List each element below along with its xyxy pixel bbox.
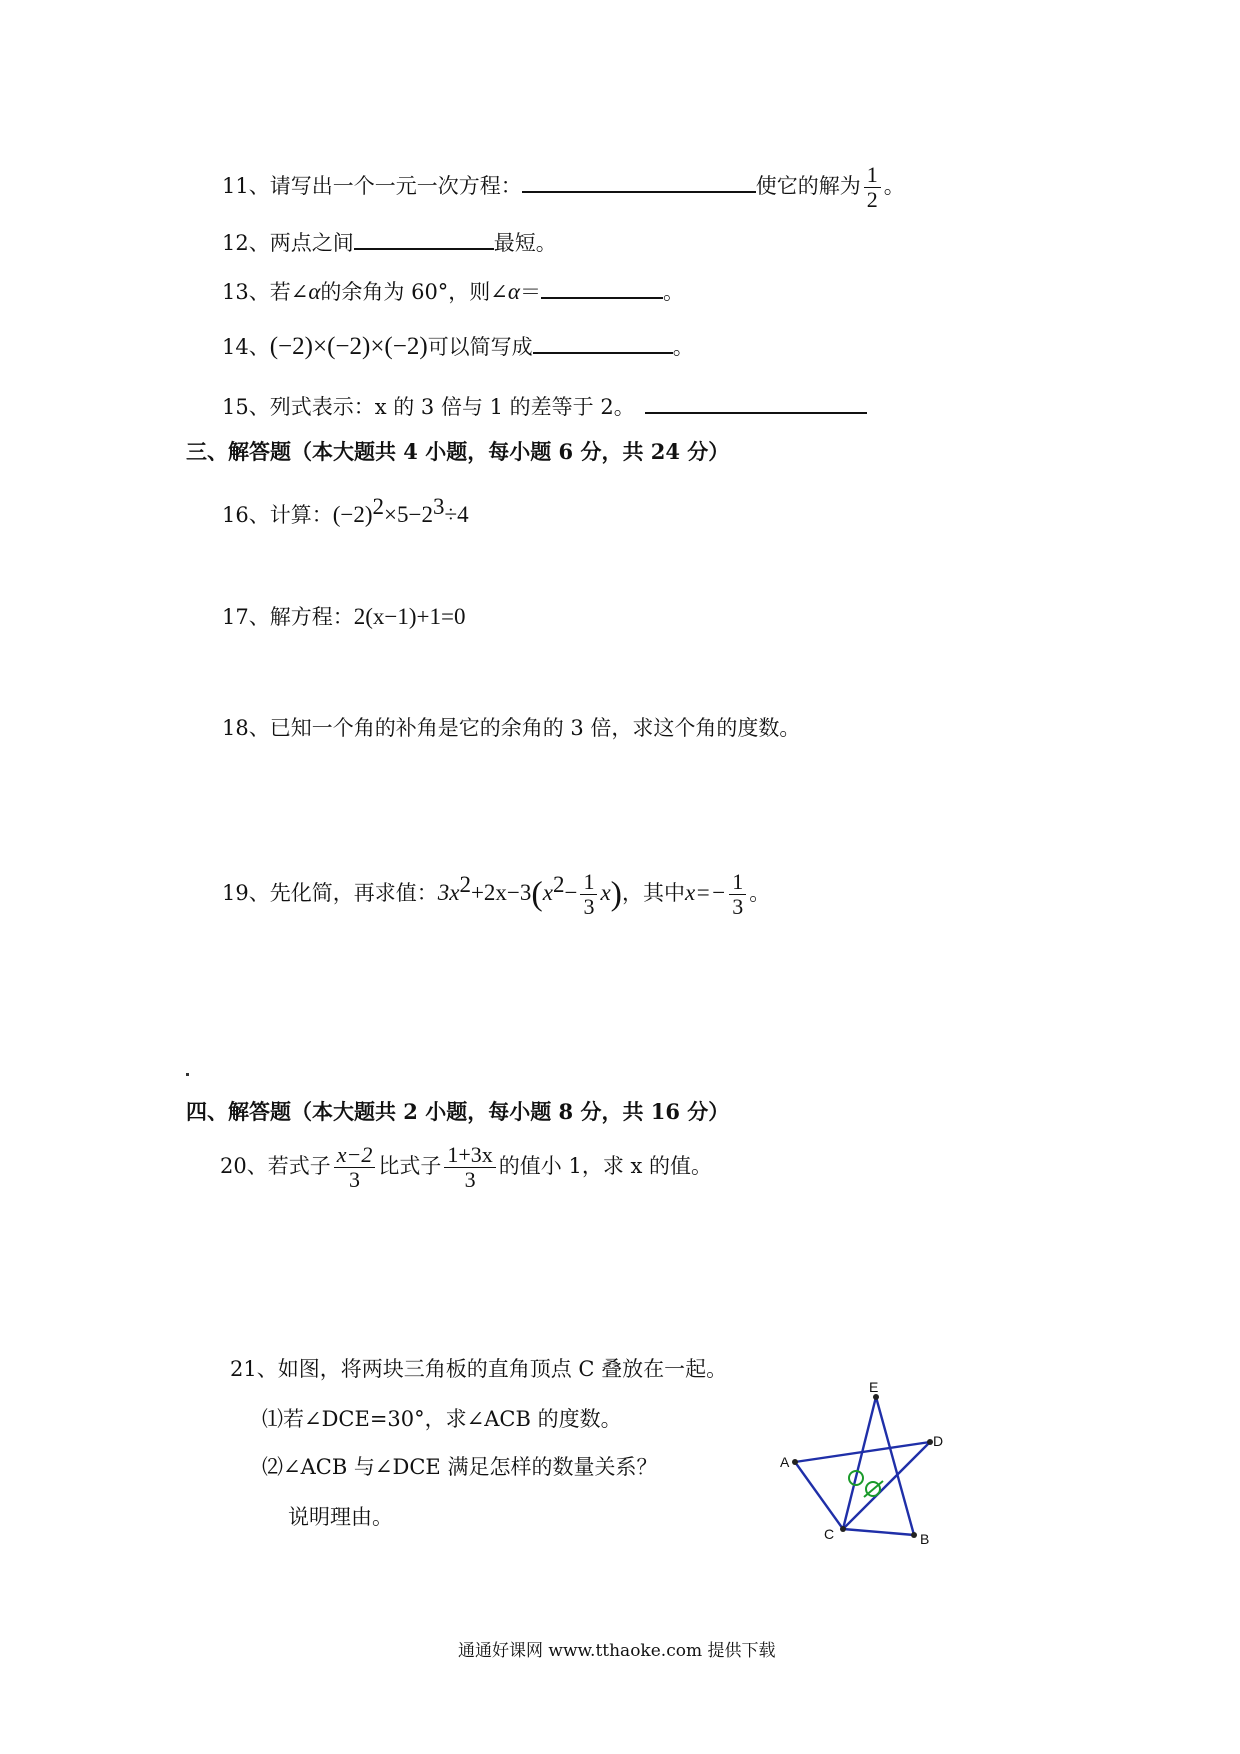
question-15 — [222, 390, 867, 422]
q20-prefix: 20、若式子 — [220, 1154, 331, 1178]
section-3-title: 三、解答题（本大题共 4 小题，每小题 6 分，共 24 分） — [186, 439, 730, 464]
q14-end: 。 — [672, 335, 694, 359]
q19-mid: ，其中 — [621, 881, 685, 905]
q20-frac1-den: 3 — [349, 1167, 361, 1192]
q19-end: 。 — [749, 881, 771, 905]
line-CE — [843, 1397, 876, 1529]
question-20 — [220, 1143, 712, 1192]
q13-alpha: α — [308, 279, 321, 304]
angle-marks — [849, 1471, 883, 1497]
q17-expression: 2(x−1)+1=0 — [353, 604, 466, 629]
question-14 — [222, 330, 694, 362]
q14-answer-blank[interactable] — [533, 330, 673, 354]
q16-expr-c: ÷4 — [444, 502, 469, 527]
q11-end: 。 — [883, 174, 905, 198]
q20-fraction-2 — [444, 1143, 495, 1192]
q19-frac2-num: 1 — [729, 870, 746, 895]
q13-alpha-2: α — [507, 279, 520, 304]
q16-expr-a: (−2) — [332, 502, 373, 527]
q19-left-paren: ( — [531, 875, 543, 913]
q13-prefix: 13、若∠ — [222, 280, 309, 304]
question-21-line-1: 21、如图，将两块三角板的直角顶点 C 叠放在一起。 — [230, 1357, 728, 1381]
q19-frac-den: 3 — [583, 894, 595, 919]
q19-fraction-2 — [729, 870, 746, 919]
q20-frac1-num: x−2 — [334, 1143, 376, 1168]
q19-inner-b: − — [564, 880, 578, 905]
question-11 — [222, 163, 905, 212]
label-D: D — [933, 1433, 944, 1449]
question-17 — [222, 602, 465, 632]
q15-answer-blank[interactable] — [645, 390, 867, 414]
question-13 — [222, 275, 684, 307]
q12-answer-blank[interactable] — [354, 226, 494, 250]
q19-inner-a: x — [542, 880, 553, 905]
q19-xeq: x=− — [684, 880, 727, 905]
line-EB — [876, 1397, 914, 1535]
q20-frac2-num: 1+3x — [444, 1143, 495, 1168]
q14-prefix: 14、 — [222, 335, 270, 359]
q14-mid: 可以简写成 — [427, 335, 533, 359]
q20-mid: 比式子 — [378, 1154, 442, 1178]
figure-lines — [795, 1397, 930, 1535]
q19-inner-c: x — [600, 880, 611, 905]
question-21-line-3: ⑵∠ACB 与∠DCE 满足怎样的数量关系？ — [262, 1455, 658, 1479]
q19-expr-a: 3x — [437, 880, 460, 905]
q11-middle: 使它的解为 — [755, 174, 861, 198]
q16-exp-a: 2 — [372, 494, 385, 519]
q16-prefix: 16、计算： — [222, 503, 333, 527]
figure-vertices — [792, 1394, 933, 1538]
q19-fraction — [580, 870, 597, 919]
q16-expr-b: ×5−2 — [384, 502, 433, 527]
q13-answer-blank[interactable] — [541, 275, 663, 299]
label-E: E — [869, 1380, 879, 1395]
q13-eq: ＝ — [519, 280, 541, 304]
label-A: A — [780, 1454, 790, 1470]
q13-mid: 的余角为 60°，则∠ — [320, 280, 508, 304]
q17-prefix: 17、解方程： — [222, 605, 354, 629]
vertex-B — [911, 1532, 917, 1538]
q19-right-paren: ) — [610, 875, 622, 913]
q13-end: 。 — [662, 280, 684, 304]
vertex-A — [792, 1459, 798, 1465]
q19-frac-num: 1 — [580, 870, 597, 895]
q11-frac-num: 1 — [864, 163, 881, 188]
question-21-line-2: ⑴若∠DCE=30°，求∠ACB 的度数。 — [262, 1407, 622, 1431]
q19-prefix: 19、先化简，再求值： — [222, 881, 438, 905]
q20-end: 的值小 1，求 x 的值。 — [498, 1154, 713, 1178]
line-CB — [843, 1529, 914, 1535]
q12-prefix: 12、两点之间 — [222, 231, 354, 255]
line-AC — [795, 1462, 843, 1529]
q14-expression: (−2)×(−2)×(−2) — [269, 333, 428, 360]
question-16 — [222, 492, 469, 530]
q19-expr-b: +2x−3 — [470, 880, 532, 905]
question-18: 18、已知一个角的补角是它的余角的 3 倍，求这个角的度数。 — [222, 716, 801, 740]
q16-exp-b: 3 — [432, 494, 445, 519]
question-12 — [222, 226, 557, 258]
q11-prefix: 11、请写出一个一元一次方程： — [222, 174, 522, 198]
q15-text: 15、列式表示：x 的 3 倍与 1 的差等于 2。 — [222, 395, 635, 419]
label-B: B — [920, 1531, 930, 1547]
label-C: C — [824, 1526, 835, 1542]
q12-suffix: 最短。 — [493, 231, 557, 255]
vertex-C — [840, 1526, 846, 1532]
q20-fraction-1 — [334, 1143, 376, 1192]
figure-labels — [780, 1380, 943, 1547]
page-footer: 通通好课网 www.tthaoke.com 提供下载 — [458, 1641, 776, 1661]
q20-frac2-den: 3 — [464, 1167, 476, 1192]
q19-exp-a: 2 — [459, 872, 471, 897]
q11-frac-den: 2 — [866, 187, 878, 212]
q11-fraction — [864, 163, 881, 212]
q19-frac2-den: 3 — [732, 894, 744, 919]
triangle-figure — [778, 1380, 978, 1570]
q11-answer-blank[interactable] — [522, 169, 756, 193]
question-19 — [222, 870, 770, 919]
question-21-line-4: 说明理由。 — [288, 1505, 393, 1529]
stray-dot — [186, 1073, 189, 1076]
section-4-title: 四、解答题（本大题共 2 小题，每小题 8 分，共 16 分） — [186, 1099, 730, 1124]
q19-inner-exp: 2 — [552, 872, 565, 897]
